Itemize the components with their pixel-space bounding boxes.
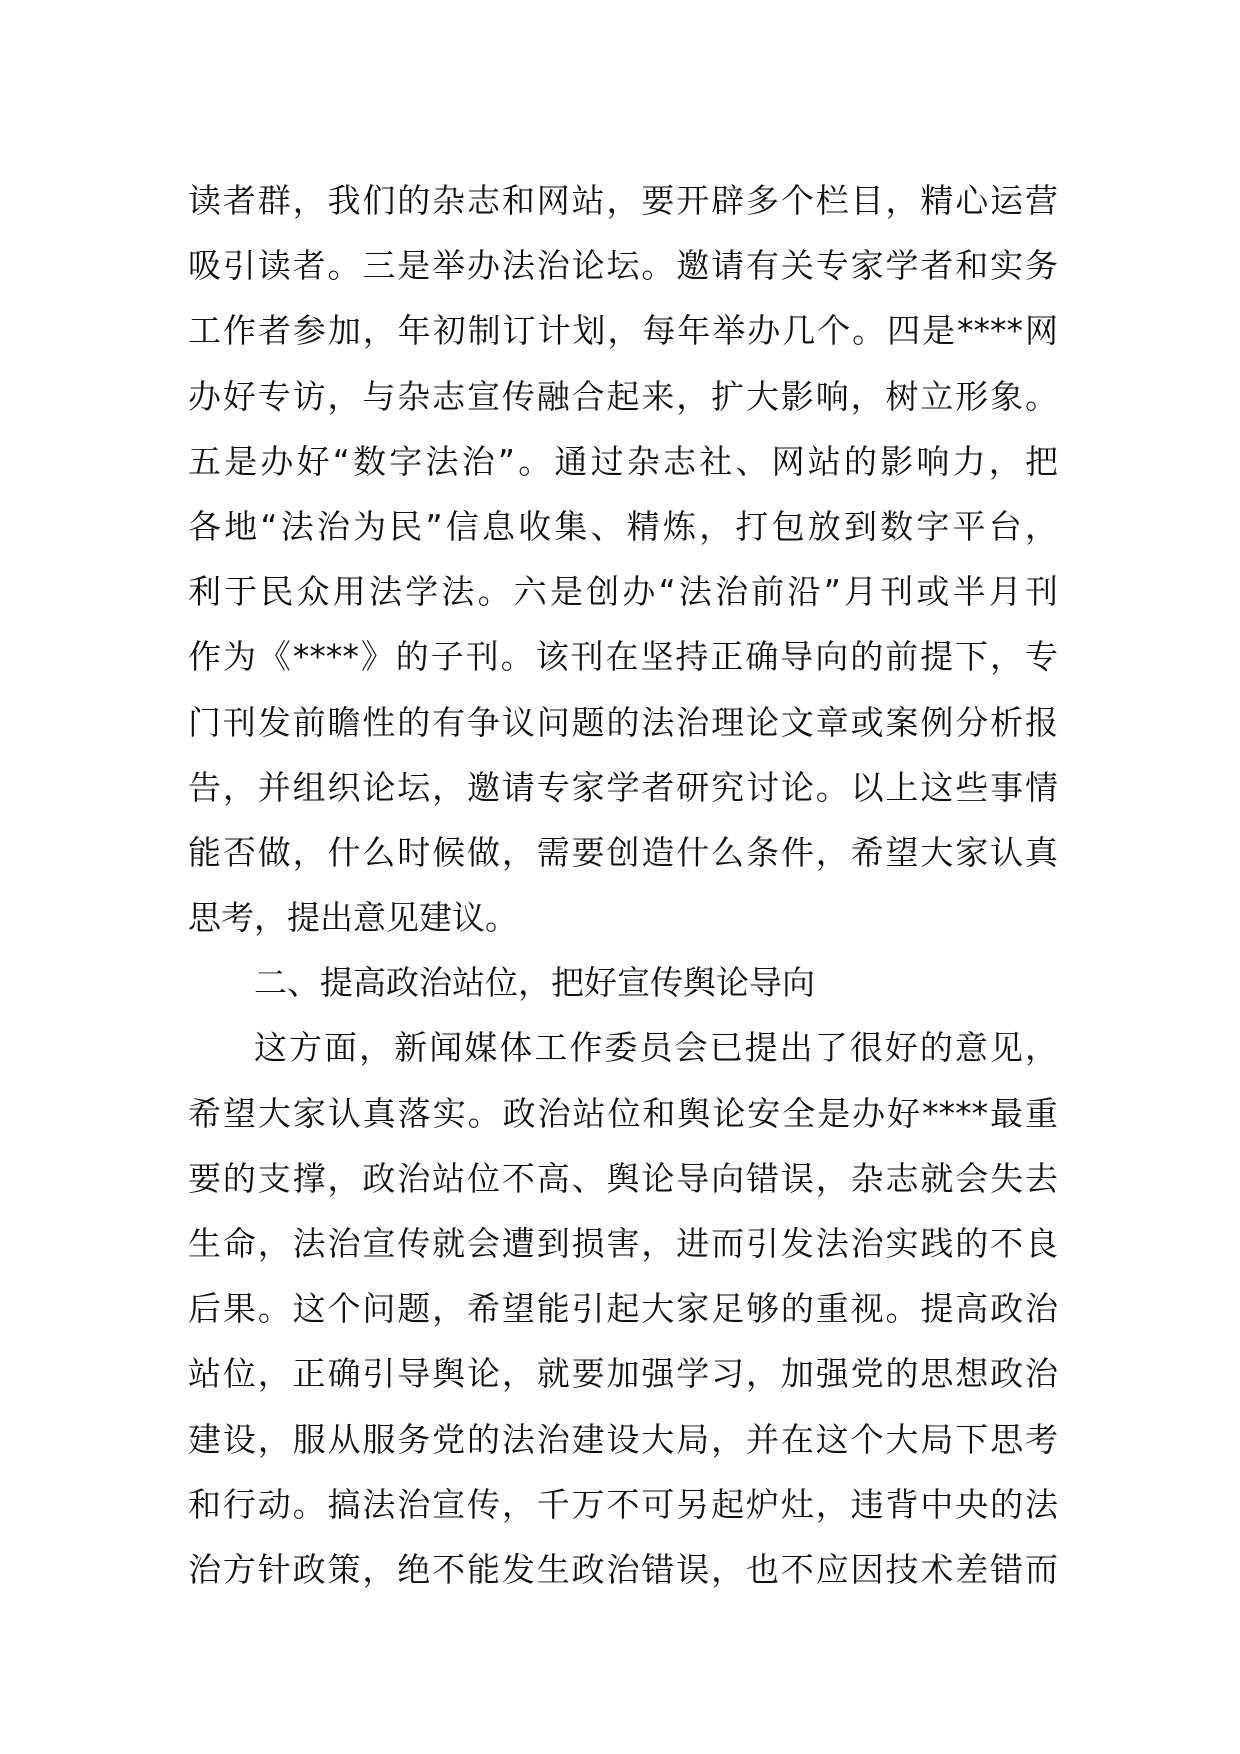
- text-line: 和行动。搞法治宣传，千万不可另起炉灶，违背中央的法: [188, 1484, 1058, 1524]
- text-line: 这方面，新闻媒体工作委员会已提出了很好的意见，: [254, 1028, 1058, 1068]
- text-line: 思考，提出意见建议。: [188, 898, 518, 938]
- body-text: [188, 168, 1058, 1602]
- text-line: 生命，法治宣传就会遭到损害，进而引发法治实践的不良: [188, 1224, 1058, 1263]
- text-line: 作为《****》的子刊。该刊在坚持正确导向的前提下，专: [188, 637, 1058, 677]
- text-line: 门刊发前瞻性的有争议问题的法治理论文章或案例分析报: [188, 702, 1058, 742]
- text-line: 告，并组织论坛，邀请专家学者研究讨论。以上这些事情: [188, 767, 1058, 807]
- text-line: 能否做，什么时候做，需要创造什么条件，希望大家认真: [188, 832, 1058, 872]
- text-line: 办好专访，与杂志宣传融合起来，扩大影响，树立形象。: [188, 376, 1058, 416]
- text-line: 要的支撑，政治站位不高、舆论导向错误，杂志就会失去: [188, 1158, 1058, 1198]
- text-line: 希望大家认真落实。政治站位和舆论安全是办好****最重: [188, 1093, 1058, 1133]
- text-line: 读者群，我们的杂志和网站，要开辟多个栏目，精心运营: [188, 181, 1058, 220]
- text-line: 后果。这个问题，希望能引起大家足够的重视。提高政治: [188, 1289, 1058, 1329]
- text-line: 吸引读者。三是举办法治论坛。邀请有关专家学者和实务: [188, 246, 1058, 286]
- text-line: 站位，正确引导舆论，就要加强学习，加强党的思想政治: [188, 1354, 1058, 1394]
- text-line: 工作者参加，年初制订计划，每年举办几个。四是****网: [188, 311, 1058, 351]
- text-line: 建设，服从服务党的法治建设大局，并在这个大局下思考: [188, 1419, 1058, 1459]
- section-heading: 二、提高政治站位，把好宣传舆论导向: [254, 963, 815, 1003]
- text-line: 各地“法治为民”信息收集、精炼，打包放到数字平台，: [188, 506, 1058, 546]
- text-line: 治方针政策，绝不能发生政治错误，也不应因技术差错而: [188, 1549, 1058, 1589]
- text-line: 五是办好“数字法治”。通过杂志社、网站的影响力，把: [188, 441, 1058, 481]
- text-line: 利于民众用法学法。六是创办“法治前沿”月刊或半月刊: [188, 572, 1058, 612]
